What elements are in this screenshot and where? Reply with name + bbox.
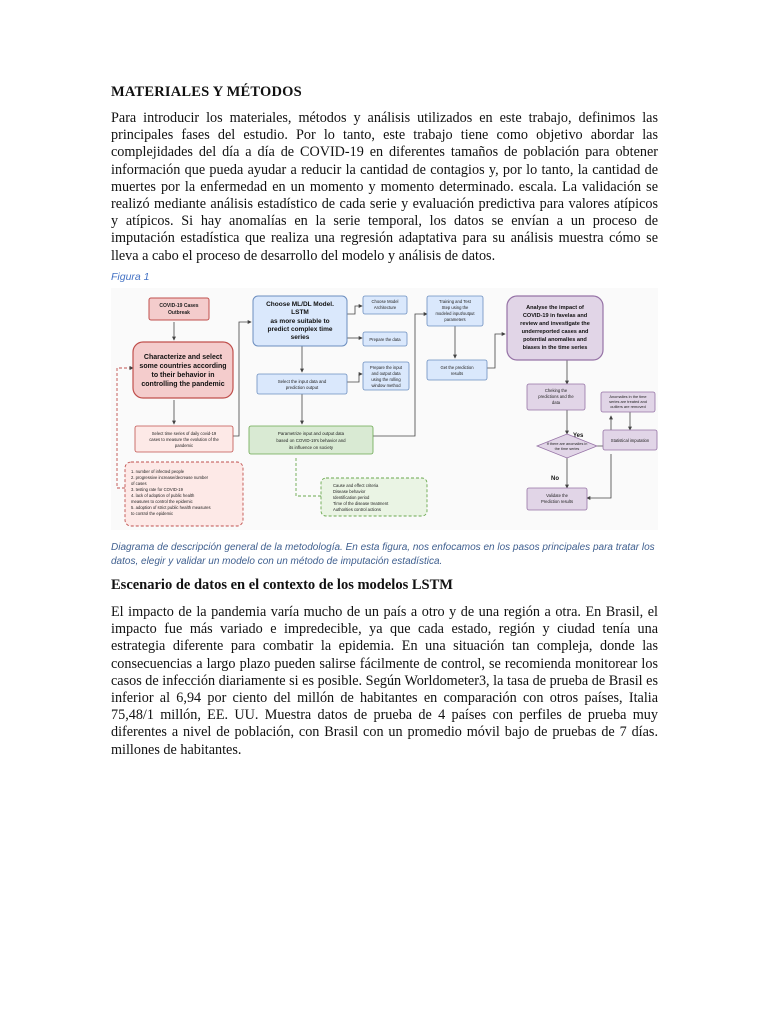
node-prepare-io xyxy=(363,362,409,390)
node-imputation xyxy=(603,430,657,450)
criteria-line: Cause and effect criteria xyxy=(333,483,379,488)
node-characterize-line: some countries according xyxy=(139,363,227,370)
node-choose-model-line: Choose ML/DL Model. xyxy=(266,301,334,308)
node-check-line: predictions and the xyxy=(538,394,574,399)
node-anomaly-line: the time series xyxy=(554,447,580,451)
node-anomaly-line: If there are anomalies in xyxy=(546,442,588,446)
node-anomalies-line: outliers are removed xyxy=(610,404,646,409)
no-label: No xyxy=(551,476,559,482)
node-validate-line: Prediction results xyxy=(540,499,574,504)
figure-label: Figura 1 xyxy=(111,271,150,283)
node-outbreak-line: Outbreak xyxy=(168,310,190,316)
node-choose-model-line: predict complex time xyxy=(267,326,333,333)
node-check-line: Cheking the xyxy=(544,388,568,393)
node-outbreak-line: COVID-19 Cases xyxy=(159,303,199,309)
node-characterize-line: Characterize and select xyxy=(143,354,223,361)
factor-line: 5. adoption of strict public health measures xyxy=(131,505,211,510)
node-parametrize xyxy=(249,426,373,454)
node-select-series-line: Select time series of daily covid-19 xyxy=(151,431,217,436)
node-architecture xyxy=(363,296,407,314)
node-training-line: modeled input/output xyxy=(435,311,475,316)
node-select-input xyxy=(257,374,347,394)
node-anomalies-line: Anomalies in the time xyxy=(609,394,647,399)
node-get-results xyxy=(427,360,487,380)
node-check xyxy=(527,384,585,410)
node-analyse-line: biases in the time series xyxy=(522,345,588,351)
node-select-series-line: pandemic xyxy=(174,443,194,448)
node-parametrize-line: based on COVID-19's behavior and xyxy=(276,438,346,443)
node-get-results-line: Get the prediction xyxy=(440,365,474,370)
body-paragraph: El impacto de la pandemia varía mucho de un país a otro y de una región a otra. En Brasil, el impacto fue más variado e impredecible, ya que cada estado, región y ciudad tenía una estrategia diferente para combatir la epidemia. En una situación tan compleja, donde las consecuencias a largo plazo pueden salirse fácilmente de control, se recomienda monitorear los casos de infección diariamente si es posible. Según Worldometer3, la tasa de prueba de Brasil es inferior al 6,94 por ciento del millón de habitantes en comparación con otros países, Italia 75,48/1 millón, EE. UU. Muestra datos de prueba de 4 países con perfiles de prueba muy diferentes a nivel de población, con Brasil con un promedio móvil bajo de pruebas de 7 días. millones de habitantes. xyxy=(111,604,658,758)
node-analyse xyxy=(507,296,603,360)
node-characterize-line: to their behavior in xyxy=(151,372,215,379)
node-prepare-io-line: using the rolling xyxy=(371,377,401,382)
factor-line: 3. testing rate for COVID-19 xyxy=(131,487,183,492)
node-architecture-line: Choose Model xyxy=(371,299,399,304)
factor-line: to control the epidemic xyxy=(131,511,174,516)
factor-line: of cases xyxy=(131,481,147,486)
node-validate xyxy=(527,488,587,510)
node-characterize xyxy=(133,342,233,398)
node-prepare-line: Prepare the data xyxy=(369,337,401,342)
factor-line: 4. lack of adoption of public health xyxy=(131,493,195,498)
node-prepare xyxy=(363,332,407,346)
node-training-line: Training and Test xyxy=(439,299,471,304)
node-select-input-line: Select the input data and xyxy=(277,379,327,384)
yes-label: Yes xyxy=(573,433,584,439)
node-training-line: parameters xyxy=(444,317,466,322)
node-select-series-line: cases to measure the evolution of the xyxy=(149,437,219,442)
figure-caption: Diagrama de descripción general de la metodología. En esta figura, nos enfocamos en los pasos principales para tratar los datos, elegir y validar un modelo con un método de imputación estadística. xyxy=(111,542,655,567)
node-analyse-line: underreported cases and xyxy=(521,329,589,335)
node-choose-model xyxy=(253,296,347,346)
node-outbreak xyxy=(149,298,209,320)
factor-line: 2. progressive increase/decrease number xyxy=(131,475,209,480)
node-choose-model-line: as more suitable to xyxy=(270,318,330,325)
node-choose-model-line: LSTM xyxy=(291,309,309,316)
node-imputation-line: Statistical imputation xyxy=(610,438,650,443)
criteria-line: Time of the disease treatment xyxy=(333,501,389,506)
factor-line: measures to control the epidemic xyxy=(131,499,193,504)
section-heading: MATERIALES Y MÉTODOS xyxy=(111,84,302,100)
node-select-input-line: prediction output xyxy=(285,385,319,390)
node-anomalies-line: series are treated and xyxy=(609,399,647,404)
node-characterize-line: controlling the pandemic xyxy=(141,381,225,388)
node-anomalies-treated xyxy=(601,392,655,412)
criteria-line: Authorities control actions xyxy=(333,507,381,512)
factor-line: 1. number of infected people xyxy=(131,469,185,474)
node-prepare-io-line: Prepare the input xyxy=(369,365,403,370)
criteria-line: Disease behavior xyxy=(333,489,366,494)
node-get-results-line: results xyxy=(450,371,464,376)
node-architecture-line: Architecture xyxy=(373,305,397,310)
node-criteria xyxy=(321,478,427,516)
criteria-line: Identification period xyxy=(333,495,370,500)
node-validate-line: Validate the xyxy=(546,493,568,498)
node-training-line: Step using the xyxy=(441,305,469,310)
methodology-flowchart xyxy=(111,288,658,530)
node-analyse-line: potential anomalies and xyxy=(523,337,587,343)
subsection-heading: Escenario de datos en el contexto de los modelos LSTM xyxy=(111,577,453,593)
node-parametrize-line: its influence on society xyxy=(288,445,334,450)
node-prepare-io-line: and output data xyxy=(371,371,401,376)
node-training xyxy=(427,296,483,326)
node-analyse-line: review and investigate the xyxy=(520,321,590,327)
node-analyse-line: Analyse the impact of xyxy=(526,305,584,311)
node-factors xyxy=(125,462,243,526)
intro-paragraph: Para introducir los materiales, métodos y análisis utilizados en este trabajo, definimos las principales fases del estudio. Por lo tanto, este trabajo tiene como objetivo abordar las complejidades del día a día de COVID-19 en diferentes tamaños de población para obtener información que pueda ayudar a reducir la cantidad de contagios y, por lo tanto, la cantidad de muertes por la enfermedad en un momento y momento determinado. escala. La validación se realizó mediante análisis estadístico de cada serie y evaluación predictiva para valores atípicos y atípicos. Si hay anomalías en la serie temporal, los datos se envían a un proceso de imputación estadística que realiza una regresión adaptativa para su análisis muestra cómo se lleva a cabo el proceso de desarrollo del modelo y análisis de datos. xyxy=(111,110,658,264)
node-prepare-io-line: window method xyxy=(371,383,401,388)
node-check-line: data xyxy=(551,400,561,405)
node-select-series xyxy=(135,426,233,452)
node-analyse-line: COVID-19 in favelas and xyxy=(522,313,588,319)
node-choose-model-line: series xyxy=(290,334,310,341)
node-parametrize-line: Parametrize input and output data xyxy=(277,431,345,436)
